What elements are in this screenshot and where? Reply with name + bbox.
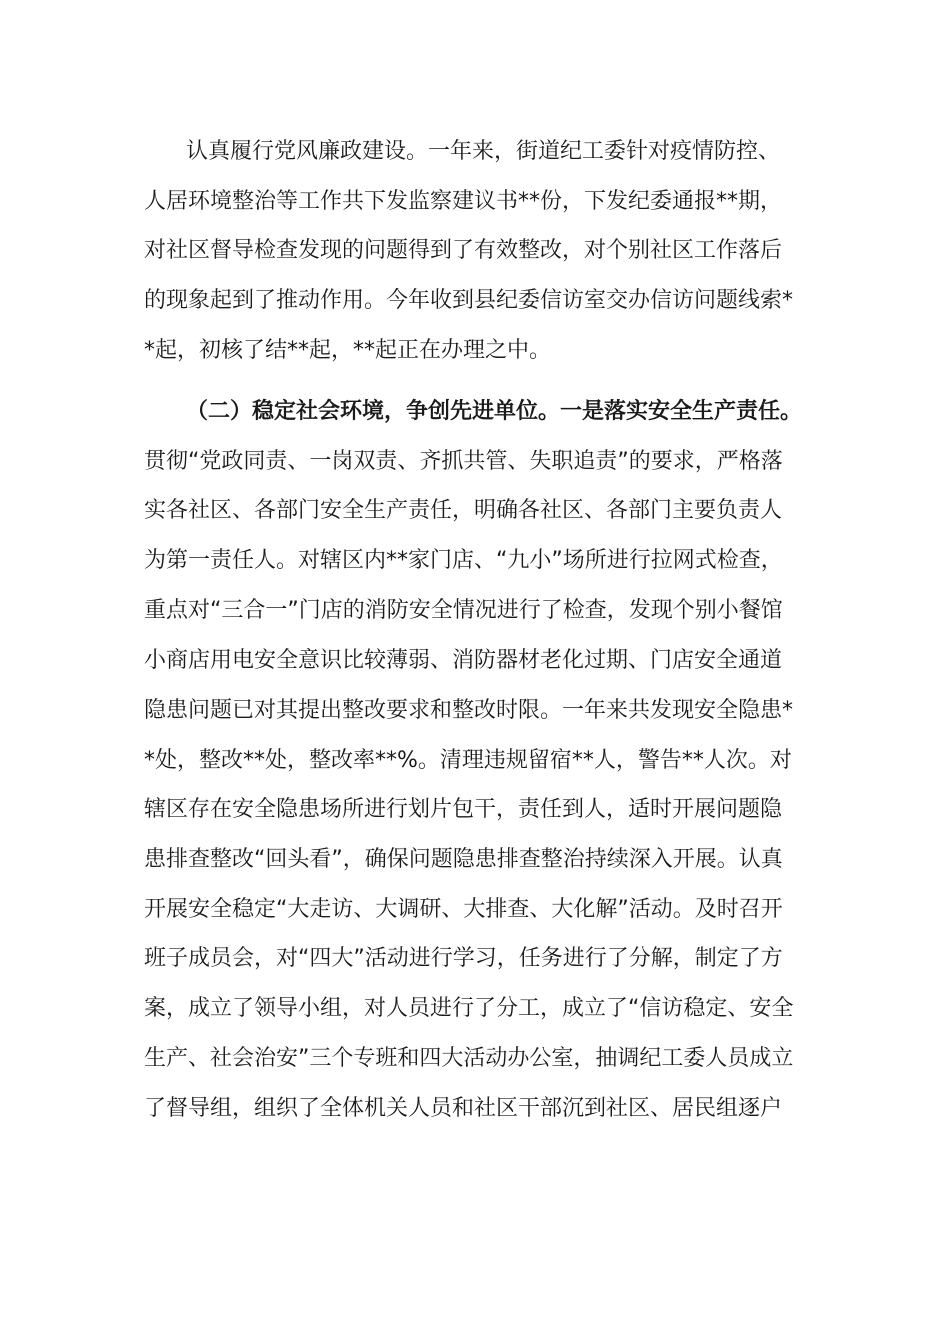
text-line: 实各社区、各部门安全生产责任，明确各社区、各部门主要负责人 xyxy=(144,498,783,523)
text-line: 辖区存在安全隐患场所进行划片包干，责任到人，适时开展问题隐 xyxy=(144,797,783,822)
text-line: 了督导组，组织了全体机关人员和社区干部沉到社区、居民组逐户 xyxy=(144,1096,783,1121)
text-line: 生产、社会治安”三个专班和四大活动办公室，抽调纪工委人员成立 xyxy=(144,1046,794,1071)
text-line: *起，初核了结**起，**起正在办理之中。 xyxy=(144,338,552,363)
text-line: 人居环境整治等工作共下发监察建议书**份，下发纪委通报**期， xyxy=(144,189,783,214)
text-line: 贯彻“党政同责、一岗双责、齐抓共管、失职追责”的要求，严格落 xyxy=(144,449,783,474)
text-line: 班子成员会，对“四大”活动进行学习，任务进行了分解，制定了方 xyxy=(144,946,783,971)
text-line: 患排查整改“回头看”，确保问题隐患排查整治持续深入开展。认真 xyxy=(144,847,783,872)
text-line: 案，成立了领导小组，对人员进行了分工，成立了“信访稳定、安全 xyxy=(144,996,794,1021)
text-line: 的现象起到了推动作用。今年收到县纪委信访室交办信访问题线索* xyxy=(144,288,794,313)
text-line: 开展安全稳定“大走访、大调研、大排查、大化解”活动。及时召开 xyxy=(144,897,783,922)
text-line: 认真履行党风廉政建设。一年来，街道纪工委针对疫情防控、 xyxy=(186,139,781,164)
text-line: 小商店用电安全意识比较薄弱、消防器材老化过期、门店安全通道 xyxy=(144,648,783,673)
text-line: 对社区督导检查发现的问题得到了有效整改，对个别社区工作落后 xyxy=(144,238,783,263)
text-line: 隐患问题已对其提出整改要求和整改时限。一年来共发现安全隐患* xyxy=(144,698,794,723)
text-line: 为第一责任人。对辖区内**家门店、“九小”场所进行拉网式检查， xyxy=(144,548,783,573)
section-heading: （二）稳定社会环境，争创先进单位。一是落实安全生产责任。 xyxy=(186,399,803,424)
text-line: 重点对“三合一”门店的消防安全情况进行了检查，发现个别小餐馆 xyxy=(144,598,783,623)
text-line: *处，整改**处，整改率**%。清理违规留宿**人，警告**人次。对 xyxy=(144,748,792,773)
